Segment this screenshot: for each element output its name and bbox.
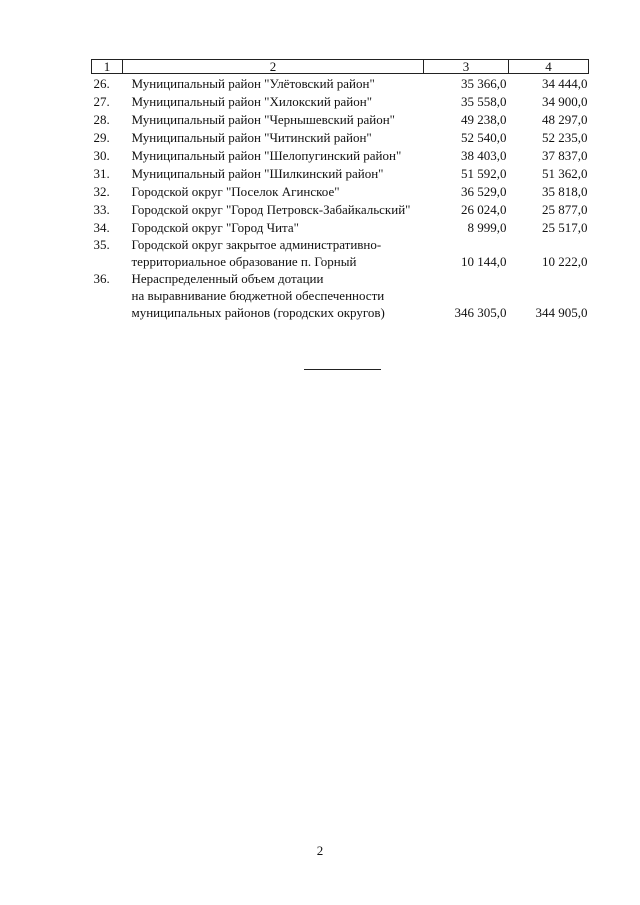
row-value-col4: 34 900,0 — [542, 94, 588, 109]
column-header-4: 4 — [509, 60, 589, 74]
row-value-col3: 51 592,0 — [461, 166, 507, 181]
row-name-line: на выравнивание бюджетной обеспеченности — [131, 288, 385, 303]
end-divider-line — [304, 369, 381, 370]
table-row — [92, 110, 589, 128]
row-name: Городской округ "Поселок Агинское" — [131, 184, 340, 199]
table-row — [92, 164, 589, 182]
row-value-col3: 26 024,0 — [461, 202, 507, 217]
table-row — [92, 218, 589, 236]
row-name: Муниципальный район "Хилокский район" — [131, 94, 373, 109]
row-value-col4: 34 444,0 — [542, 76, 588, 91]
row-name — [123, 236, 424, 270]
row-value-col3: 38 403,0 — [461, 148, 507, 163]
row-number: 35. — [93, 237, 110, 252]
row-number: 28. — [93, 112, 110, 127]
row-number: 36. — [93, 271, 110, 286]
table-header-row — [92, 60, 589, 74]
page-number: 2 — [316, 843, 324, 858]
row-name-line: Нераспределенный объем дотации — [131, 271, 324, 286]
row-value-col3: 35 558,0 — [461, 94, 507, 109]
row-name: Городской округ "Город Петровск-Забайкальский" — [131, 202, 411, 217]
table-row — [92, 270, 589, 321]
row-value-col4: 48 297,0 — [542, 112, 588, 127]
row-value-col4: 35 818,0 — [542, 184, 588, 199]
row-value-col3: 10 144,0 — [461, 254, 507, 269]
row-value-col3: 36 529,0 — [461, 184, 507, 199]
row-value-col4: 10 222,0 — [542, 254, 588, 269]
table-row — [92, 128, 589, 146]
table-row — [92, 146, 589, 164]
row-value-col3: 35 366,0 — [461, 76, 507, 91]
row-name — [123, 270, 424, 321]
row-value-col4: 52 235,0 — [542, 130, 588, 145]
row-value-col4: 344 905,0 — [535, 305, 588, 320]
row-number: 33. — [93, 202, 110, 217]
column-header-2: 2 — [123, 60, 424, 74]
row-name-line: муниципальных районов (городских округов) — [131, 305, 385, 320]
row-number: 26. — [93, 76, 110, 91]
table-row — [92, 74, 589, 93]
row-number: 30. — [93, 148, 110, 163]
row-value-col4: 37 837,0 — [542, 148, 588, 163]
row-name: Муниципальный район "Чернышевский район" — [131, 112, 395, 127]
column-header-3: 3 — [424, 60, 509, 74]
column-header-1: 1 — [92, 60, 123, 74]
row-name-line: территориальное образование п. Горный — [131, 254, 357, 269]
row-name-line: Городской округ закрытое административно- — [131, 237, 382, 252]
row-name: Городской округ "Город Чита" — [131, 220, 299, 235]
row-number: 27. — [93, 94, 110, 109]
row-name: Муниципальный район "Шелопугинский район" — [131, 148, 402, 163]
table-row — [92, 182, 589, 200]
row-number: 34. — [93, 220, 110, 235]
table-row — [92, 236, 589, 270]
row-name: Муниципальный район "Улётовский район" — [131, 76, 375, 91]
row-value-col3: 52 540,0 — [461, 130, 507, 145]
row-value-col3: 346 305,0 — [454, 305, 507, 320]
row-number: 29. — [93, 130, 110, 145]
row-value-col4: 51 362,0 — [542, 166, 588, 181]
table-row — [92, 200, 589, 218]
row-value-col4: 25 877,0 — [542, 202, 588, 217]
row-name: Муниципальный район "Читинский район" — [131, 130, 372, 145]
row-value-col3: 8 999,0 — [467, 220, 507, 235]
row-value-col4: 25 517,0 — [542, 220, 588, 235]
row-number: 32. — [93, 184, 110, 199]
table-row — [92, 92, 589, 110]
row-name: Муниципальный район "Шилкинский район" — [131, 166, 384, 181]
row-value-col3: 49 238,0 — [461, 112, 507, 127]
subsidy-table — [91, 59, 589, 321]
row-number: 31. — [93, 166, 110, 181]
